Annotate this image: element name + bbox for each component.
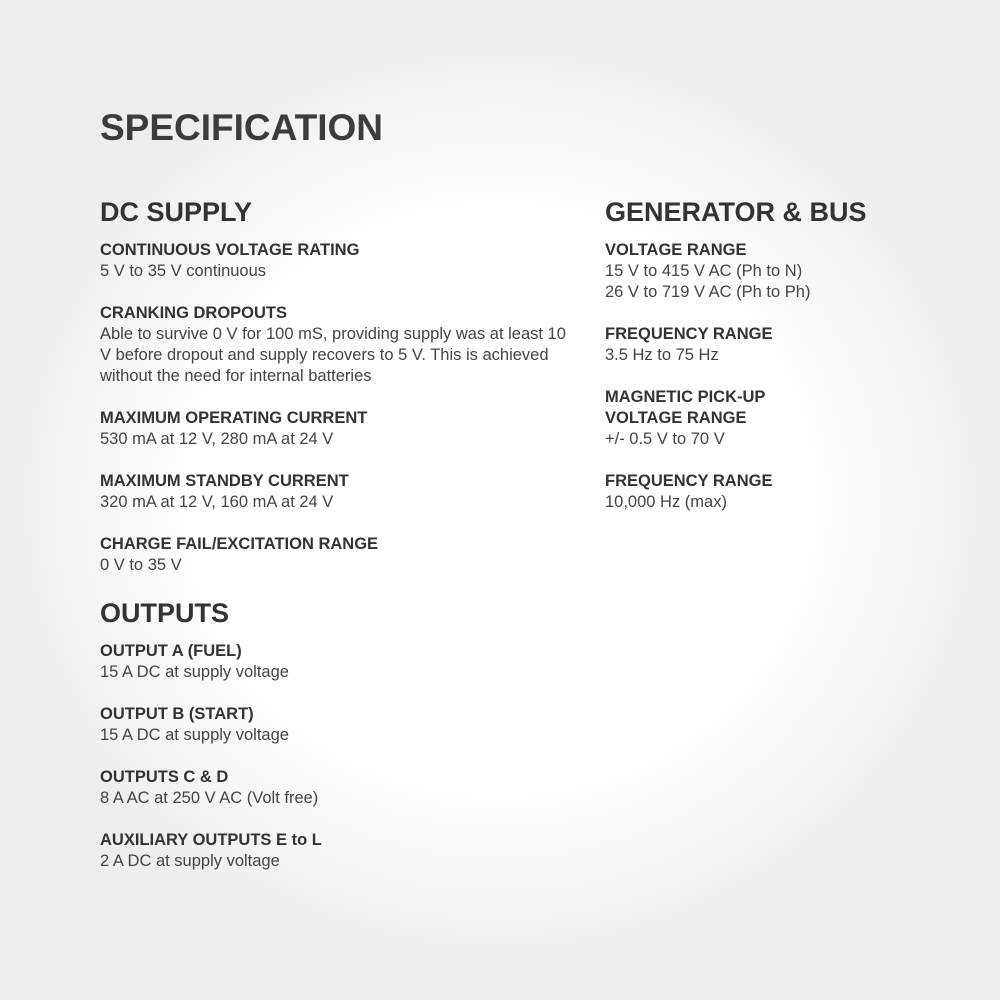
- spec-label: FREQUENCY RANGE: [605, 472, 773, 490]
- spec-label: CHARGE FAIL/EXCITATION RANGE: [100, 535, 379, 553]
- spec-label: VOLTAGE RANGE: [605, 241, 747, 259]
- section-heading-dc-supply: DC SUPPLY: [100, 197, 253, 227]
- spec-label: FREQUENCY RANGE: [605, 325, 773, 343]
- spec-label-line: VOLTAGE RANGE: [605, 409, 747, 427]
- spec-label: OUTPUT B (START): [100, 705, 254, 723]
- spec-label: OUTPUT A (FUEL): [100, 642, 242, 660]
- spec-item: [100, 303, 570, 387]
- spec-item: [100, 641, 570, 683]
- spec-value: 8 A AC at 250 V AC (Volt free): [100, 789, 319, 807]
- section-heading-outputs: OUTPUTS: [100, 598, 230, 628]
- right-column: [605, 196, 905, 534]
- left-column: [100, 196, 570, 872]
- page-title: SPECIFICATION: [100, 107, 383, 148]
- spec-item: [100, 534, 570, 576]
- spec-item: [100, 471, 570, 513]
- spec-label-line: MAGNETIC PICK-UP: [605, 388, 766, 406]
- spec-item: [100, 767, 570, 809]
- spec-value-line: 26 V to 719 V AC (Ph to Ph): [605, 283, 811, 301]
- spec-item: [605, 387, 905, 450]
- spec-item: [100, 240, 570, 282]
- spec-label: CRANKING DROPOUTS: [100, 304, 288, 322]
- spec-value: 10,000 Hz (max): [605, 493, 727, 511]
- spec-value: 2 A DC at supply voltage: [100, 852, 280, 870]
- spec-item: [100, 408, 570, 450]
- spec-label: CONTINUOUS VOLTAGE RATING: [100, 241, 360, 259]
- spec-value: +/- 0.5 V to 70 V: [605, 430, 725, 448]
- spec-label: [605, 387, 905, 429]
- section-heading-generator-bus: GENERATOR & BUS: [605, 197, 867, 227]
- spec-value: 530 mA at 12 V, 280 mA at 24 V: [100, 430, 334, 448]
- spec-label: MAXIMUM OPERATING CURRENT: [100, 409, 368, 427]
- spec-item: [100, 704, 570, 746]
- spec-label: AUXILIARY OUTPUTS E to L: [100, 831, 322, 849]
- spec-item: [100, 830, 570, 872]
- spec-value: Able to survive 0 V for 100 mS, providing supply was at least 10 V before dropout and supply recovers to 5 V. This is achieved without the need for internal batteries: [100, 325, 566, 385]
- spec-label: MAXIMUM STANDBY CURRENT: [100, 472, 349, 490]
- spec-value: 15 A DC at supply voltage: [100, 663, 289, 681]
- spec-item: [605, 324, 905, 366]
- spec-value: 5 V to 35 V continuous: [100, 262, 267, 280]
- spec-item: [605, 471, 905, 513]
- spec-label: OUTPUTS C & D: [100, 768, 229, 786]
- spec-value-line: 15 V to 415 V AC (Ph to N): [605, 262, 803, 280]
- spec-value: 3.5 Hz to 75 Hz: [605, 346, 719, 364]
- spec-item: [605, 240, 905, 303]
- spec-value: 15 A DC at supply voltage: [100, 726, 289, 744]
- spec-value: [605, 261, 905, 303]
- spec-value: 0 V to 35 V: [100, 556, 182, 574]
- spec-value: 320 mA at 12 V, 160 mA at 24 V: [100, 493, 334, 511]
